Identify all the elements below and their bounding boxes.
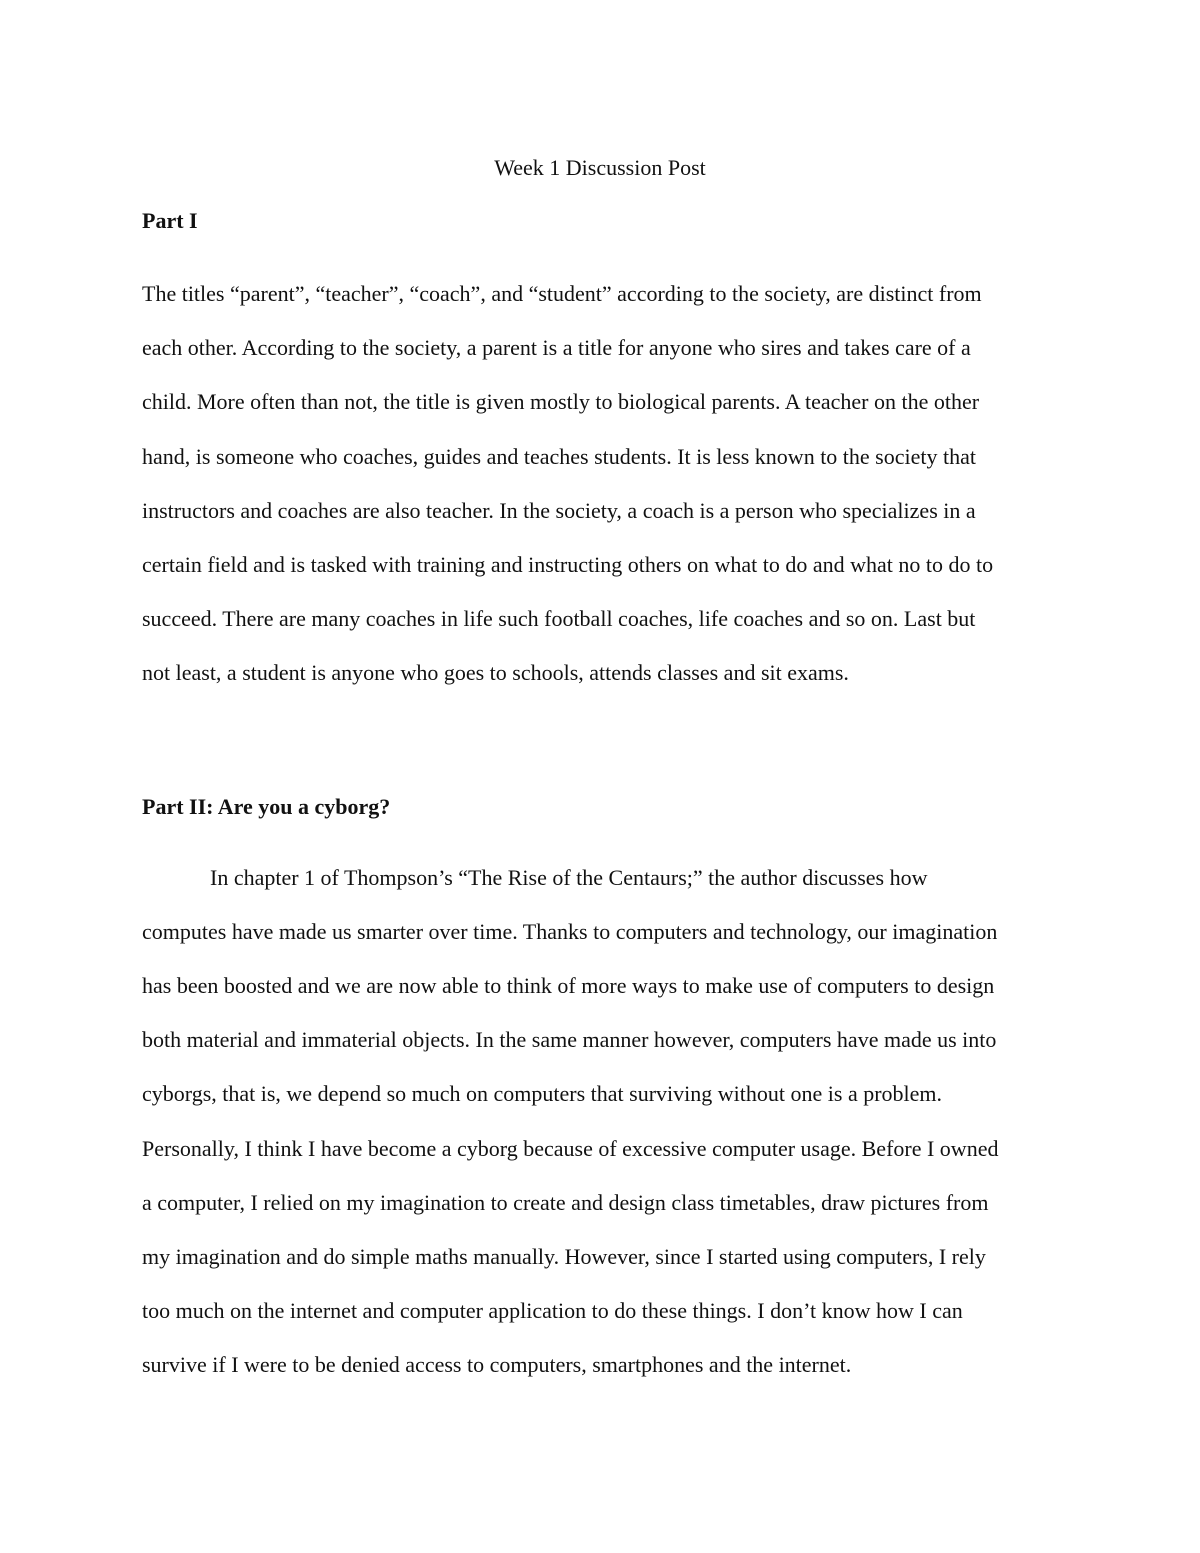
paragraph-line: has been boosted and we are now able to think of more ways to make use of computers to design	[142, 973, 995, 999]
paragraph-line: child. More often than not, the title is given mostly to biological parents. A teacher on the other	[142, 389, 980, 415]
paragraph-line: Personally, I think I have become a cyborg because of excessive computer usage. Before I owned	[142, 1135, 999, 1161]
part-2-heading: Part II: Are you a cyborg?	[142, 793, 391, 819]
paragraph-line: too much on the internet and computer application to do these things. I don’t know how I can	[142, 1298, 963, 1324]
paragraph-line: instructors and coaches are also teacher. In the society, a coach is a person who specializes in a	[142, 497, 976, 523]
paragraph-line: The titles “parent”, “teacher”, “coach”, and “student” according to the society, are distinct from	[142, 281, 982, 306]
paragraph-line: cyborgs, that is, we depend so much on computers that surviving without one is a problem.	[142, 1081, 943, 1107]
document-body	[142, 151, 1058, 1393]
paragraph-line: hand, is someone who coaches, guides and teaches students. It is less known to the society that	[142, 443, 976, 469]
part-2-paragraph	[142, 851, 1058, 1393]
document-title: Week 1 Discussion Post	[494, 155, 706, 180]
paragraph-line: In chapter 1 of Thompson’s “The Rise of the Centaurs;” the author discusses how	[210, 864, 928, 890]
paragraph-line: a computer, I relied on my imagination to create and design class timetables, draw pictures from	[142, 1189, 989, 1215]
paragraph-line: each other. According to the society, a parent is a title for anyone who sires and takes care of a	[142, 335, 971, 361]
paragraph-line: my imagination and do simple maths manually. However, since I started using computers, I rely	[142, 1244, 986, 1270]
paragraph-line: succeed. There are many coaches in life such football coaches, life coaches and so on. Last but	[142, 606, 976, 632]
part-1-heading: Part I	[142, 208, 198, 233]
paragraph-line: both material and immaterial objects. In the same manner however, computers have made us into	[142, 1027, 997, 1053]
paragraph-line: certain field and is tasked with training and instructing others on what to do and what no to do to	[142, 552, 994, 578]
part-1-paragraph	[142, 267, 1058, 701]
paragraph-line: computes have made us smarter over time. Thanks to computers and technology, our imagination	[142, 918, 998, 944]
paragraph-line: survive if I were to be denied access to computers, smartphones and the internet.	[142, 1352, 852, 1378]
paragraph-line: not least, a student is anyone who goes to schools, attends classes and sit exams.	[142, 660, 849, 686]
